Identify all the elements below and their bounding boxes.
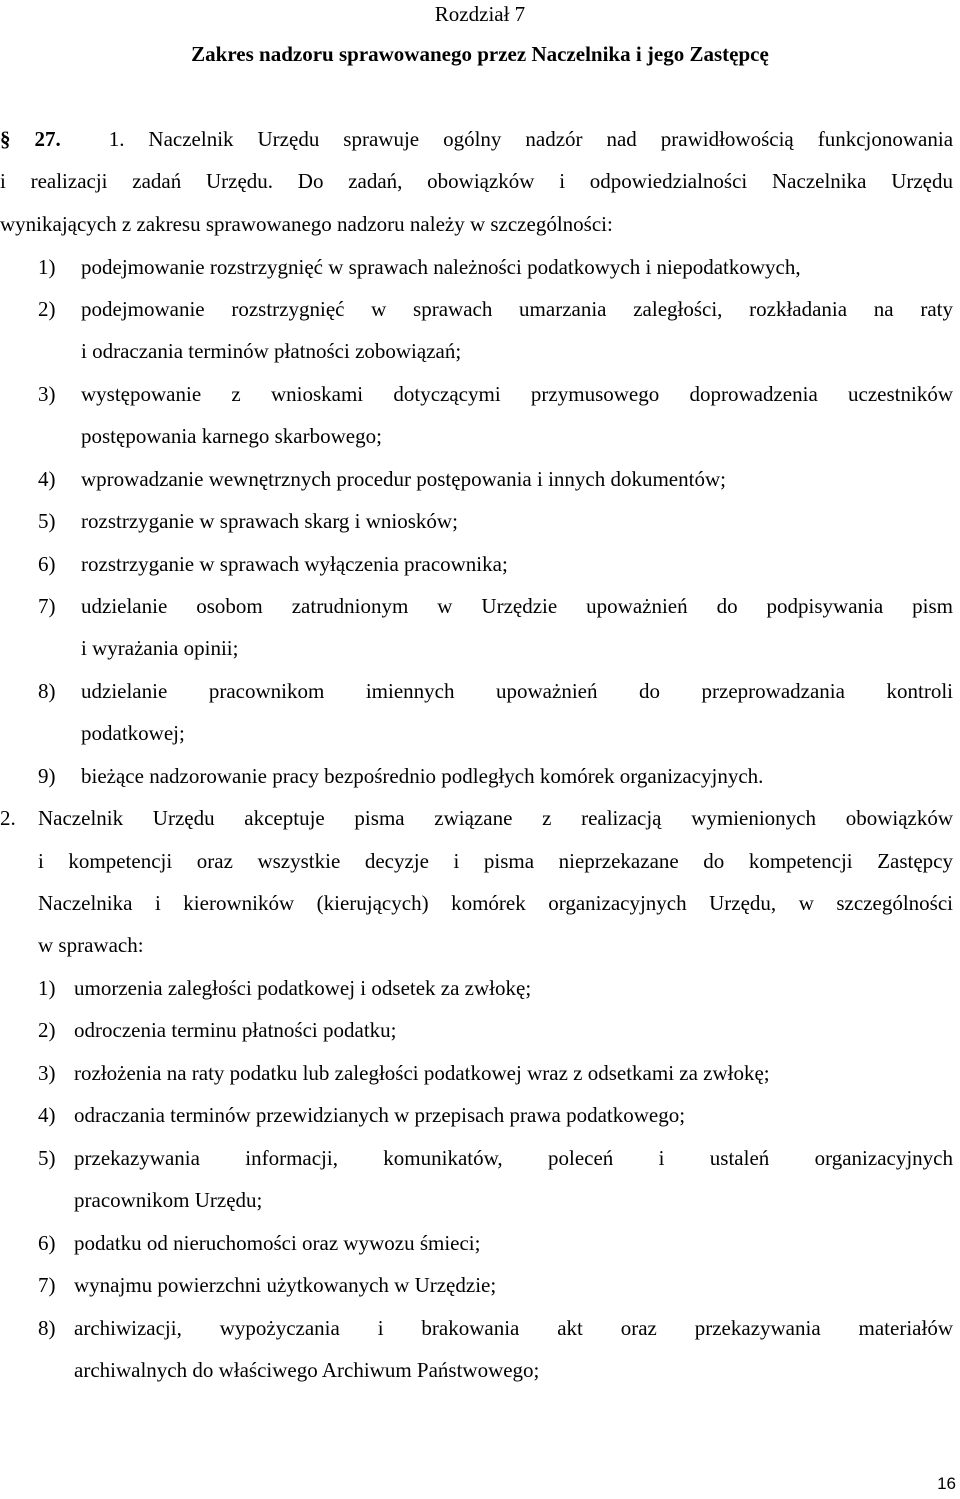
paragraph-2-line-3: Naczelnika i kierowników (kierujących) komórek organizacyjnych Urzędu, w szczególności bbox=[38, 891, 953, 915]
paragraph-1-line-2: i realizacji zadań Urzędu. Do zadań, obowiązków i odpowiedzialności Naczelnika Urzędu bbox=[0, 169, 953, 193]
paragraph-1-line-3: wynikających z zakresu sprawowanego nadzoru należy w szczególności: bbox=[0, 212, 613, 236]
paragraph-2-line-2: i kompetencji oraz wszystkie decyzje i pisma nieprzekazane do kompetencji Zastępcy bbox=[38, 849, 953, 873]
paragraph-1-number: 1. bbox=[108, 127, 125, 151]
paragraph-2-number: 2. bbox=[0, 806, 16, 830]
paragraph-2-line-1: Naczelnik Urzędu akceptuje pisma związane z realizacją wymienionych obowiązków bbox=[38, 806, 953, 830]
chapter-heading: Rozdział 7 bbox=[434, 2, 526, 26]
paragraph-1-line-1: § 27. 1. Naczelnik Urzędu sprawuje ogólny nadzór nad prawidłowością funkcjonowania bbox=[0, 127, 954, 151]
chapter-title: Zakres nadzoru sprawowanego przez Naczelnika i jego Zastępcę bbox=[191, 42, 769, 66]
paragraph-2-line-4: w sprawach: bbox=[38, 933, 144, 957]
page-number: 16 bbox=[937, 1474, 956, 1493]
section-mark: § 27. bbox=[0, 127, 61, 151]
